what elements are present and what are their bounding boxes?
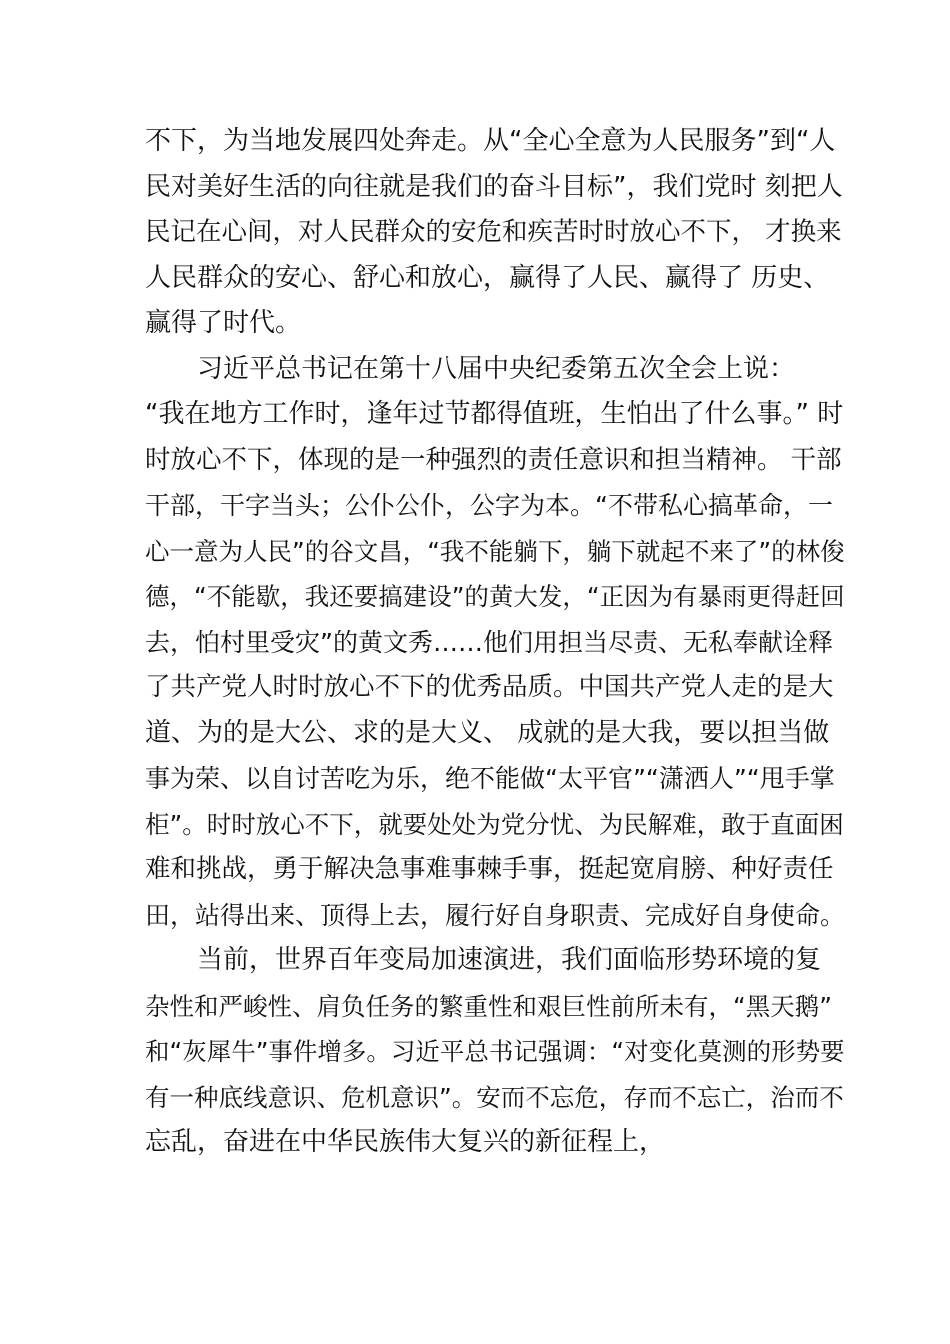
paragraph-first-line: 习近平总书记在第十八届中央纪委第五次全会上说： [197, 353, 796, 384]
text-line: 忘乱，奋进在中华民族伟大复兴的新征程上， [145, 1127, 666, 1157]
text-line: 了共产党人时时放心不下的优秀品质。中国共产党人走的是大 [145, 672, 834, 702]
text-line: 干部，干字当头；公仆公仆，公字为本。“不带私心搞革命，一 [145, 491, 833, 520]
body-text [145, 119, 845, 1166]
text-line: 德，“不能歇，我还要搞建设”的黄大发，“正因为有暴雨更得赶回 [145, 582, 845, 611]
text-line: 民对美好生活的向往就是我们的奋斗目标”，我们党时 刻把人 [145, 171, 843, 202]
text-line: 难和挑战，勇于解决急事难事棘手事，挺起宽肩膀、种好责任 [145, 854, 834, 884]
text-line: 心一意为人民”的谷文昌，“我不能躺下，躺下就起不来了”的林俊 [145, 536, 845, 566]
text-line: 时放心不下，体现的是一种强烈的责任意识和担当精神。 干部 [145, 444, 842, 475]
text-line: 民记在心间，对人民群众的安危和疾苦时时放心不下， 才换来 [145, 217, 842, 247]
text-line: 杂性和严峻性、肩负任务的繁重性和艰巨性前所未有，“黑天鹅” [145, 991, 832, 1021]
text-line: 赢得了时代。 [145, 308, 302, 338]
text-line: 和“灰犀牛”事件增多。习近平总书记强调：“对变化莫测的形势要 [145, 1037, 845, 1066]
text-line: 田，站得出来、顶得上去，履行好自身职责、完成好自身使命。 [145, 900, 846, 930]
text-line: 不下，为当地发展四处奔走。从“全心全意为人民服务”到“人 [145, 126, 836, 156]
paragraph-first-line: 当前，世界百年变局加速演进，我们面临形势环境的复 [197, 945, 822, 975]
text-line: 柜”。时时放心不下，就要处处为党分忧、为民解难，敢于直面困 [145, 809, 844, 839]
text-line: 道、为的是大公、求的是大义、 成就的是大我，要以担当做 [145, 717, 830, 748]
text-line: 去，怕村里受灾”的黄文秀……他们用担当尽责、无私奉献诠释 [145, 627, 833, 657]
text-line: 事为荣、以自讨苦吃为乐，绝不能做“太平官”“潇洒人”“甩手掌 [145, 764, 835, 793]
text-line: 有一种底线意识、危机意识”。安而不忘危，存而不忘亡，治而不 [145, 1082, 844, 1112]
text-line: “我在地方工作时，逢年过节都得值班，生怕出了什么事。” 时 [145, 399, 844, 429]
text-line: 人民群众的安心、舒心和放心，赢得了人民、赢得了 历史、 [145, 262, 830, 293]
